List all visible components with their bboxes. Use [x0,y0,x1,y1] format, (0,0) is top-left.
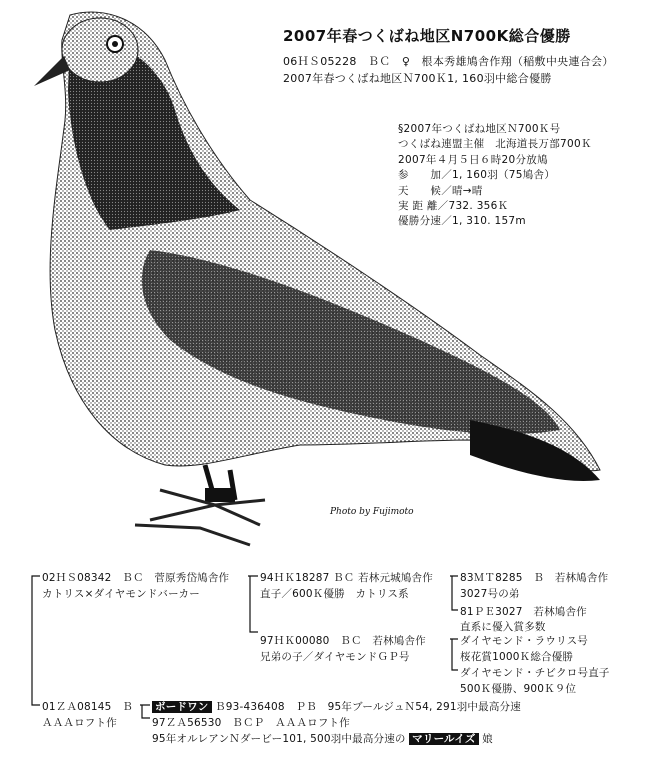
race-distance: 実 距 離／732. 356Ｋ [398,200,509,213]
race-heading: §2007年つくばね地区Ｎ700Ｋ号 [398,123,561,135]
leg-band [205,488,235,502]
race-weather: 天 候／晴→晴 [398,184,483,197]
dam-dam-line2-pre: 95年オルレアンＮダービー101, 500羽中最高分速の [152,733,406,745]
dam-dam-line2 [152,731,493,746]
sire-sire-dam-line2: 直系に優入賞多数 [460,621,546,633]
race-entries: 参 加／1, 160羽（75鳩舎） [398,169,556,182]
dam-sire-line1: Ｂ93-436408 ＰＢ 95年ブールジュＮ54, 291羽中最高分速 [215,701,521,713]
pigeon-head [62,18,138,82]
race-winning-speed: 優勝分速／1, 310. 157m [398,215,526,228]
race-organizer: つくばね連盟主催 北海道長万部700Ｋ [398,138,592,151]
sire-dam-dam-line1: ダイヤモンド・チビクロ号直子 [460,667,610,679]
achievement-line: 2007年春つくばね地区Ｎ700Ｋ1, 160羽中総合優勝 [283,72,552,85]
dam-dam-line2-post: 娘 [482,733,493,745]
dam-dam-name: マリールイズ [409,733,478,745]
sire-sire-line1: 94ＨＫ18287 ＢＣ 若林元城鳩舎作 [260,572,433,584]
sire-sire-dam-line1: 81ＰＥ3027 若林鳩舎作 [460,606,587,618]
sire-sire-line2: 直子／600Ｋ優勝 カトリス系 [260,588,409,600]
page-title: 2007年春つくばね地区N700K総合優勝 [283,27,571,45]
sire-dam-dam-line2: 500Ｋ優勝、900Ｋ９位 [460,683,577,695]
dam-line2: ＡＡＡロフト作 [42,717,117,729]
subject-line: 06ＨＳ05228 ＢＣ ♀ 根本秀雄鳩舎作翔（稲敷中央連合会） [283,55,614,68]
sire-line2: カトリス×ダイヤモンドバーカー [42,588,200,600]
sire-sire-sire-line2: 3027号の弟 [460,588,520,600]
photo-credit: Photo by Fujimoto [330,507,414,517]
sire-dam-line2: 兄弟の子／ダイヤモンドＧＰ号 [260,651,410,663]
sire-dam-line1: 97ＨＫ00080 ＢＣ 若林鳩舎作 [260,635,426,647]
race-release: 2007年４月５日６時20分放鳩 [398,153,548,166]
sire-sire-sire-line1: 83ＭＴ8285 Ｂ 若林鳩舎作 [460,572,609,584]
sire-dam-sire-line1: ダイヤモンド・ラウリス号 [460,635,588,647]
sire-dam-sire-line2: 桜花賞1000Ｋ総合優勝 [460,651,574,663]
dam-sire-name: ボードワン [152,701,212,713]
dam-line1: 01ＺＡ08145 Ｂ [42,701,133,713]
pigeon-feet [135,490,265,545]
race-info [398,122,592,230]
sire-line1: 02ＨＳ08342 ＢＣ 菅原秀岱鳩舎作 [42,572,230,584]
dam-sire [152,699,521,714]
dam-dam-line1: 97ＺＡ56530 ＢＣＰ ＡＡＡロフト作 [152,717,350,729]
